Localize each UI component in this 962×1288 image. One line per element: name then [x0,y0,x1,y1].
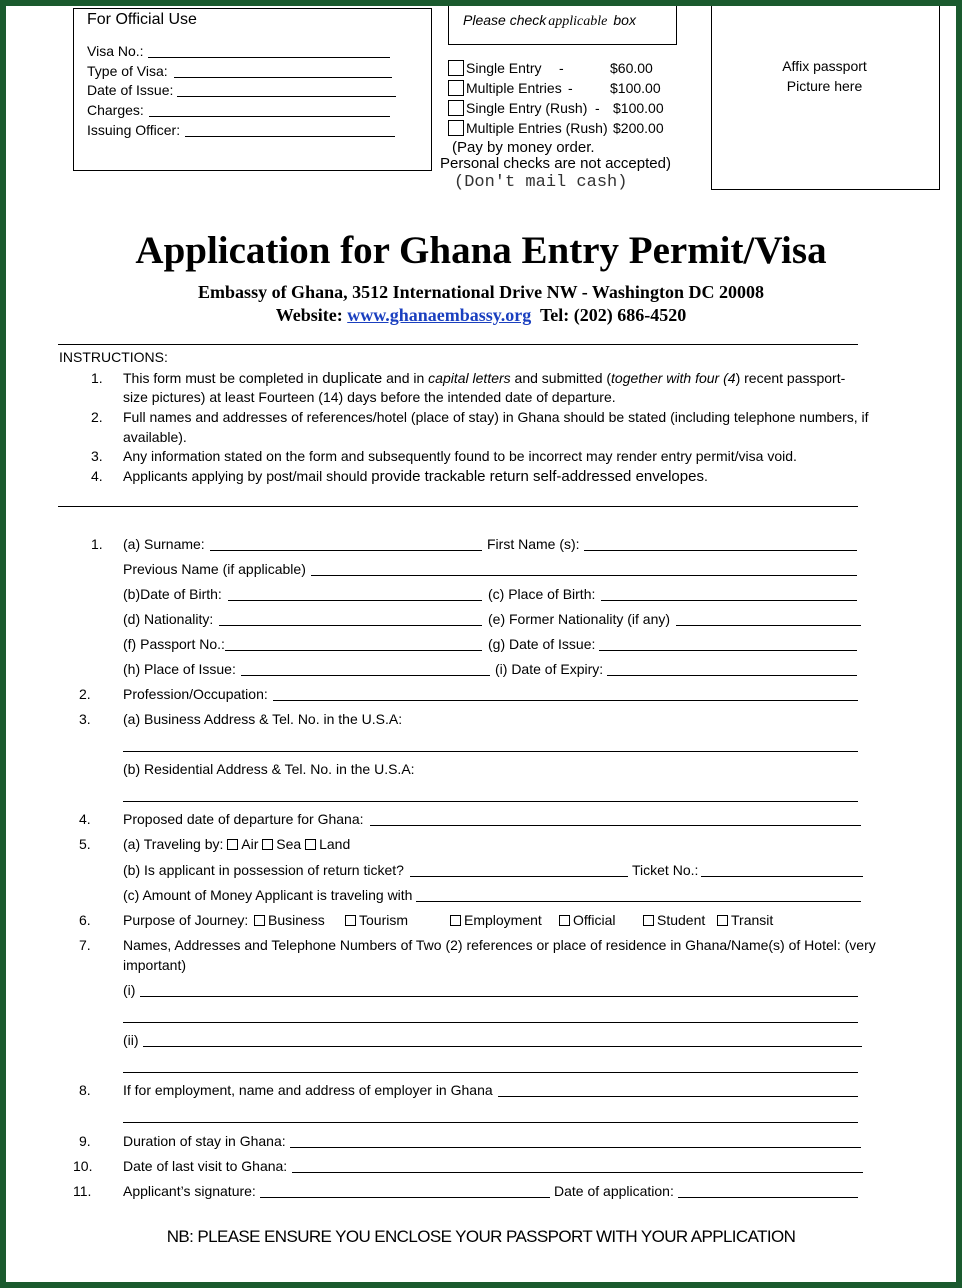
checkbox-icon[interactable] [450,915,461,926]
fee-price-4: $200.00 [613,120,664,136]
photo-line-2: Picture here [786,78,863,94]
q6-num: 6. [79,912,91,928]
employer-label: If for employment, name and address of employer in Ghana [123,1082,493,1098]
checkbox-icon[interactable] [254,915,265,926]
first-name-field[interactable] [584,550,857,551]
check-header-text: Please check applicable box [463,12,636,29]
fee-single-entry-rush[interactable]: Single Entry (Rush) [448,100,587,116]
date-of-expiry-label: (i) Date of Expiry: [495,661,604,677]
fee-multiple-entries-rush[interactable]: Multiple Entries (Rush) [448,120,608,136]
fee-sep-2: - [568,80,573,96]
official-use-title: For Official Use [87,11,197,28]
nb-footer-note: NB: PLEASE ENSURE YOU ENCLOSE YOUR PASSPORT WITH YOUR APPLICATION [166,1227,796,1246]
last-visit-label: Date of last visit to Ghana: [123,1158,288,1174]
q10-num: 10. [73,1158,93,1174]
ticket-no-label: Ticket No.: [632,862,699,878]
checkbox-icon[interactable] [643,915,654,926]
website-tel-line: Website: www.ghanaembassy.org Tel: (202) 686-4520 [275,305,687,325]
passport-no-field[interactable] [225,650,482,651]
q2-num: 2. [79,686,91,702]
pob-field[interactable] [601,600,857,601]
traveling-by-row: (a) Traveling by: Air Sea Land [123,836,351,852]
reference-i-field-2[interactable] [123,1022,858,1023]
fee-sep-3: - [595,100,600,116]
instruction-2-line-2: available). [123,429,187,445]
checkbox-icon[interactable] [448,80,464,96]
checkbox-land[interactable] [305,839,316,850]
passport-no-label: (f) Passport No.: [123,636,225,652]
former-nationality-field[interactable] [676,625,861,626]
signature-field[interactable] [260,1197,550,1198]
official-visa-type-label: Type of Visa: [87,63,168,79]
references-label-2: important) [123,957,187,973]
checkbox-sea[interactable] [262,839,273,850]
official-visa-no-line [148,57,390,58]
employer-field-2[interactable] [123,1122,858,1123]
date-of-issue-label: (g) Date of Issue: [488,636,596,652]
last-visit-field[interactable] [292,1172,863,1173]
nationality-field[interactable] [219,625,482,626]
checkbox-icon[interactable] [448,120,464,136]
fee-sep-1: - [559,60,564,76]
checkbox-icon[interactable] [717,915,728,926]
passport-photo-box [711,6,940,190]
duration-field[interactable] [290,1147,861,1148]
header-divider [58,344,858,345]
fee-price-2: $100.00 [610,80,661,96]
instruction-3-line-1: Any information stated on the form and subsequently found to be incorrect may render entry permit/visa void. [123,448,797,464]
q9-num: 9. [79,1133,91,1149]
purpose-student[interactable]: Student [643,912,705,928]
instructions-heading: INSTRUCTIONS: [59,349,168,365]
official-visa-type-line [174,77,392,78]
profession-field[interactable] [273,700,858,701]
application-form-sheet [6,6,956,1282]
pay-money-order-note: (Pay by money order. [452,139,595,156]
page-title: Application for Ghana Entry Permit/Visa [135,229,827,272]
personal-checks-note: Personal checks are not accepted) [440,155,671,172]
fee-single-entry[interactable]: Single Entry [448,60,541,76]
purpose-label: Purpose of Journey: [123,912,249,928]
nationality-label: (d) Nationality: [123,611,214,627]
pob-label: (c) Place of Birth: [488,586,596,602]
business-address-label: (a) Business Address & Tel. No. in the U.S.A: [123,711,403,727]
dont-mail-cash-note: (Don't mail cash) [454,173,628,192]
purpose-employment[interactable]: Employment [450,912,542,928]
surname-field[interactable] [210,550,482,551]
profession-label: Profession/Occupation: [123,686,268,702]
previous-name-label: Previous Name (if applicable) [123,561,306,577]
instruction-4-num: 4. [91,468,103,484]
instruction-1-num: 1. [91,370,103,386]
official-visa-no-label: Visa No.: [87,43,144,59]
official-date-line [177,96,396,97]
purpose-transit[interactable]: Transit [717,912,773,928]
duration-label: Duration of stay in Ghana: [123,1133,286,1149]
place-of-issue-label: (h) Place of Issue: [123,661,236,677]
departure-date-label: Proposed date of departure for Ghana: [123,811,364,827]
surname-label: (a) Surname: [123,536,205,552]
reference-ii-label: (ii) [123,1032,139,1048]
employer-field[interactable] [498,1096,858,1097]
money-amount-field[interactable] [416,901,861,902]
checkbox-icon[interactable] [559,915,570,926]
embassy-address: Embassy of Ghana, 3512 International Drive NW - Washington DC 20008 [198,282,764,302]
purpose-business[interactable]: Business [254,912,325,928]
q11-num: 11. [73,1183,92,1199]
instruction-1-line-1: This form must be completed in duplicate and in capital letters and submitted (together with four (4) recent passport- [123,370,846,387]
q8-num: 8. [79,1082,91,1098]
former-nationality-label: (e) Former Nationality (if any) [488,611,671,627]
instruction-2-num: 2. [91,409,103,425]
instruction-1-line-2: size pictures) at least Fourteen (14) days before the intended date of departure. [123,389,616,405]
residential-address-field[interactable] [123,801,858,802]
q5-num: 5. [79,836,91,852]
first-name-label: First Name (s): [487,536,580,552]
departure-date-field[interactable] [370,825,861,826]
previous-name-field[interactable] [311,575,857,576]
fee-price-1: $60.00 [610,60,653,76]
date-of-expiry-field[interactable] [607,675,857,676]
residential-address-label: (b) Residential Address & Tel. No. in the U.S.A: [123,761,415,777]
instruction-4-line-1: Applicants applying by post/mail should provide trackable return self-addressed envelopes. [123,468,708,485]
return-ticket-field[interactable] [410,876,628,877]
official-officer-line [185,136,395,137]
official-officer-label: Issuing Officer: [87,122,181,138]
dob-field[interactable] [228,600,482,601]
purpose-official[interactable]: Official [559,912,616,928]
official-date-label: Date of Issue: [87,82,174,98]
q7-num: 7. [79,937,91,953]
place-of-issue-field[interactable] [241,675,490,676]
references-label-1: Names, Addresses and Telephone Numbers of Two (2) references or place of residence in Ghana/Name(s) of Hotel: (very [123,937,876,953]
return-ticket-label: (b) Is applicant in possession of return ticket? [123,862,404,878]
checkbox-icon[interactable] [448,100,464,116]
reference-i-label: (i) [123,982,136,998]
instruction-2-line-1: Full names and addresses of references/hotel (place of stay) in Ghana should be stated (including telephone numbers, if [123,409,869,425]
instruction-3-num: 3. [91,448,103,464]
ticket-no-field[interactable] [701,876,863,877]
dob-label: (b)Date of Birth: [123,586,222,602]
fee-price-3: $100.00 [613,100,664,116]
reference-i-field[interactable] [140,996,858,997]
fee-multiple-entries[interactable]: Multiple Entries [448,80,562,96]
checkbox-air[interactable] [227,839,238,850]
reference-ii-field-2[interactable] [123,1072,858,1073]
reference-ii-field[interactable] [143,1046,862,1047]
photo-line-1: Affix passport [782,58,867,74]
application-date-label: Date of application: [554,1183,674,1199]
checkbox-icon[interactable] [448,60,464,76]
signature-label: Applicant’s signature: [123,1183,256,1199]
money-amount-label: (c) Amount of Money Applicant is traveling with [123,887,413,903]
application-date-field[interactable] [678,1197,858,1198]
checkbox-icon[interactable] [345,915,356,926]
instructions-divider [58,506,858,507]
website-link[interactable]: www.ghanaembassy.org [347,305,532,325]
q1-num: 1. [91,536,103,552]
business-address-field[interactable] [123,751,858,752]
official-charges-line [149,116,390,117]
official-charges-label: Charges: [87,102,144,118]
q4-num: 4. [79,811,91,827]
purpose-tourism[interactable]: Tourism [345,912,408,928]
date-of-issue-field[interactable] [599,650,857,651]
q3-num: 3. [79,711,91,727]
